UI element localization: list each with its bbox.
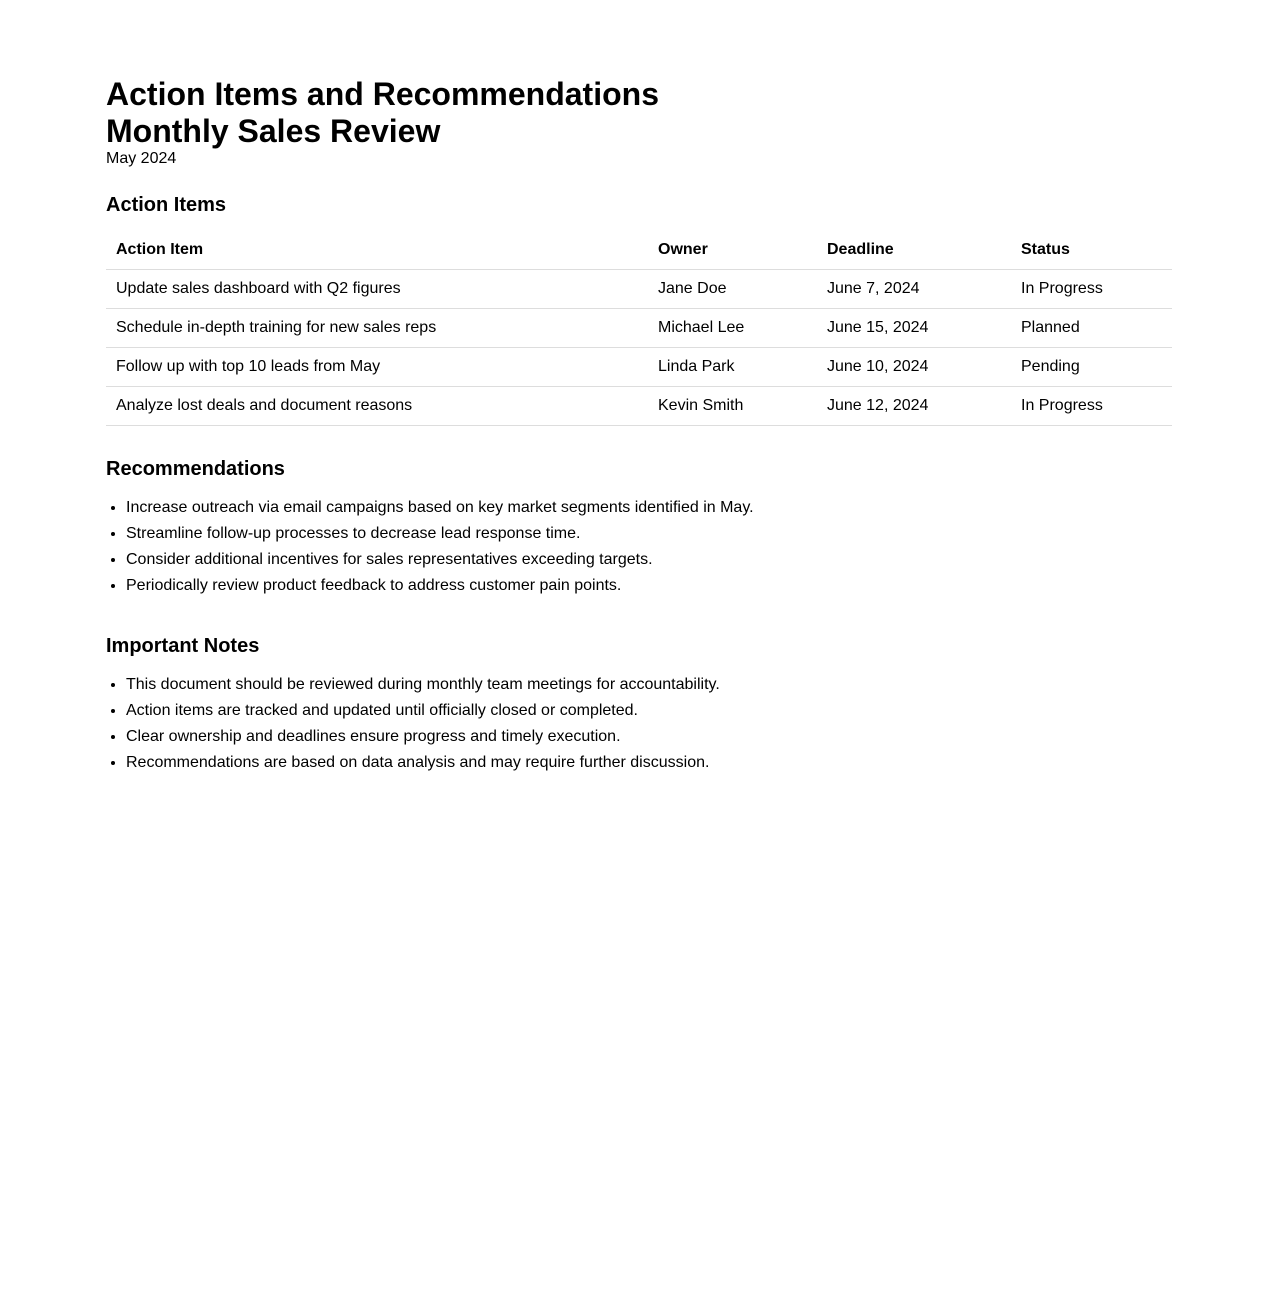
cell-deadline: June 10, 2024 [817, 348, 1011, 387]
list-item: • This document should be reviewed during monthly team meetings for accountability. [126, 672, 1172, 698]
column-header-status: Status [1011, 231, 1172, 270]
column-header-owner: Owner [648, 231, 817, 270]
cell-status: Planned [1011, 309, 1172, 348]
recommendations-heading: Recommendations [106, 458, 285, 480]
document [106, 76, 1172, 776]
list-item: • Consider additional incentives for sales representatives exceeding targets. [126, 547, 1172, 573]
cell-owner: Kevin Smith [648, 387, 817, 426]
cell-action-item: Schedule in-depth training for new sales reps [106, 309, 648, 348]
column-header-deadline: Deadline [817, 231, 1011, 270]
list-item: • Action items are tracked and updated until officially closed or completed. [126, 698, 1172, 724]
page-title [106, 76, 1172, 150]
table-header-row [106, 231, 1172, 270]
important-notes-heading: Important Notes [106, 635, 260, 657]
cell-owner: Michael Lee [648, 309, 817, 348]
cell-deadline: June 15, 2024 [817, 309, 1011, 348]
list-item: • Increase outreach via email campaigns based on key market segments identified in May. [126, 495, 1172, 521]
cell-status: In Progress [1011, 387, 1172, 426]
cell-owner: Linda Park [648, 348, 817, 387]
recommendations-list [106, 495, 1172, 599]
cell-action-item: Follow up with top 10 leads from May [106, 348, 648, 387]
action-items-section [106, 193, 1172, 426]
column-header-action-item: Action Item [106, 231, 648, 270]
list-item: • Streamline follow-up processes to decrease lead response time. [126, 521, 1172, 547]
cell-deadline: June 7, 2024 [817, 270, 1011, 309]
cell-status: In Progress [1011, 270, 1172, 309]
table-row [106, 309, 1172, 348]
table-row [106, 348, 1172, 387]
title-line-1: Action Items and Recommendations [106, 76, 659, 112]
list-item: • Clear ownership and deadlines ensure progress and timely execution. [126, 724, 1172, 750]
action-items-heading: Action Items [106, 194, 227, 216]
cell-owner: Jane Doe [648, 270, 817, 309]
action-items-table [106, 231, 1172, 426]
cell-action-item: Analyze lost deals and document reasons [106, 387, 648, 426]
report-date: May 2024 [106, 150, 177, 167]
title-line-2: Monthly Sales Review [106, 113, 441, 149]
important-notes-list [106, 672, 1172, 776]
recommendations-section [106, 457, 1172, 599]
important-notes-section [106, 634, 1172, 776]
table-row [106, 270, 1172, 309]
cell-action-item: Update sales dashboard with Q2 figures [106, 270, 648, 309]
table-row [106, 387, 1172, 426]
cell-status: Pending [1011, 348, 1172, 387]
cell-deadline: June 12, 2024 [817, 387, 1011, 426]
list-item: • Recommendations are based on data analysis and may require further discussion. [126, 750, 1172, 776]
list-item: • Periodically review product feedback to address customer pain points. [126, 573, 1172, 599]
